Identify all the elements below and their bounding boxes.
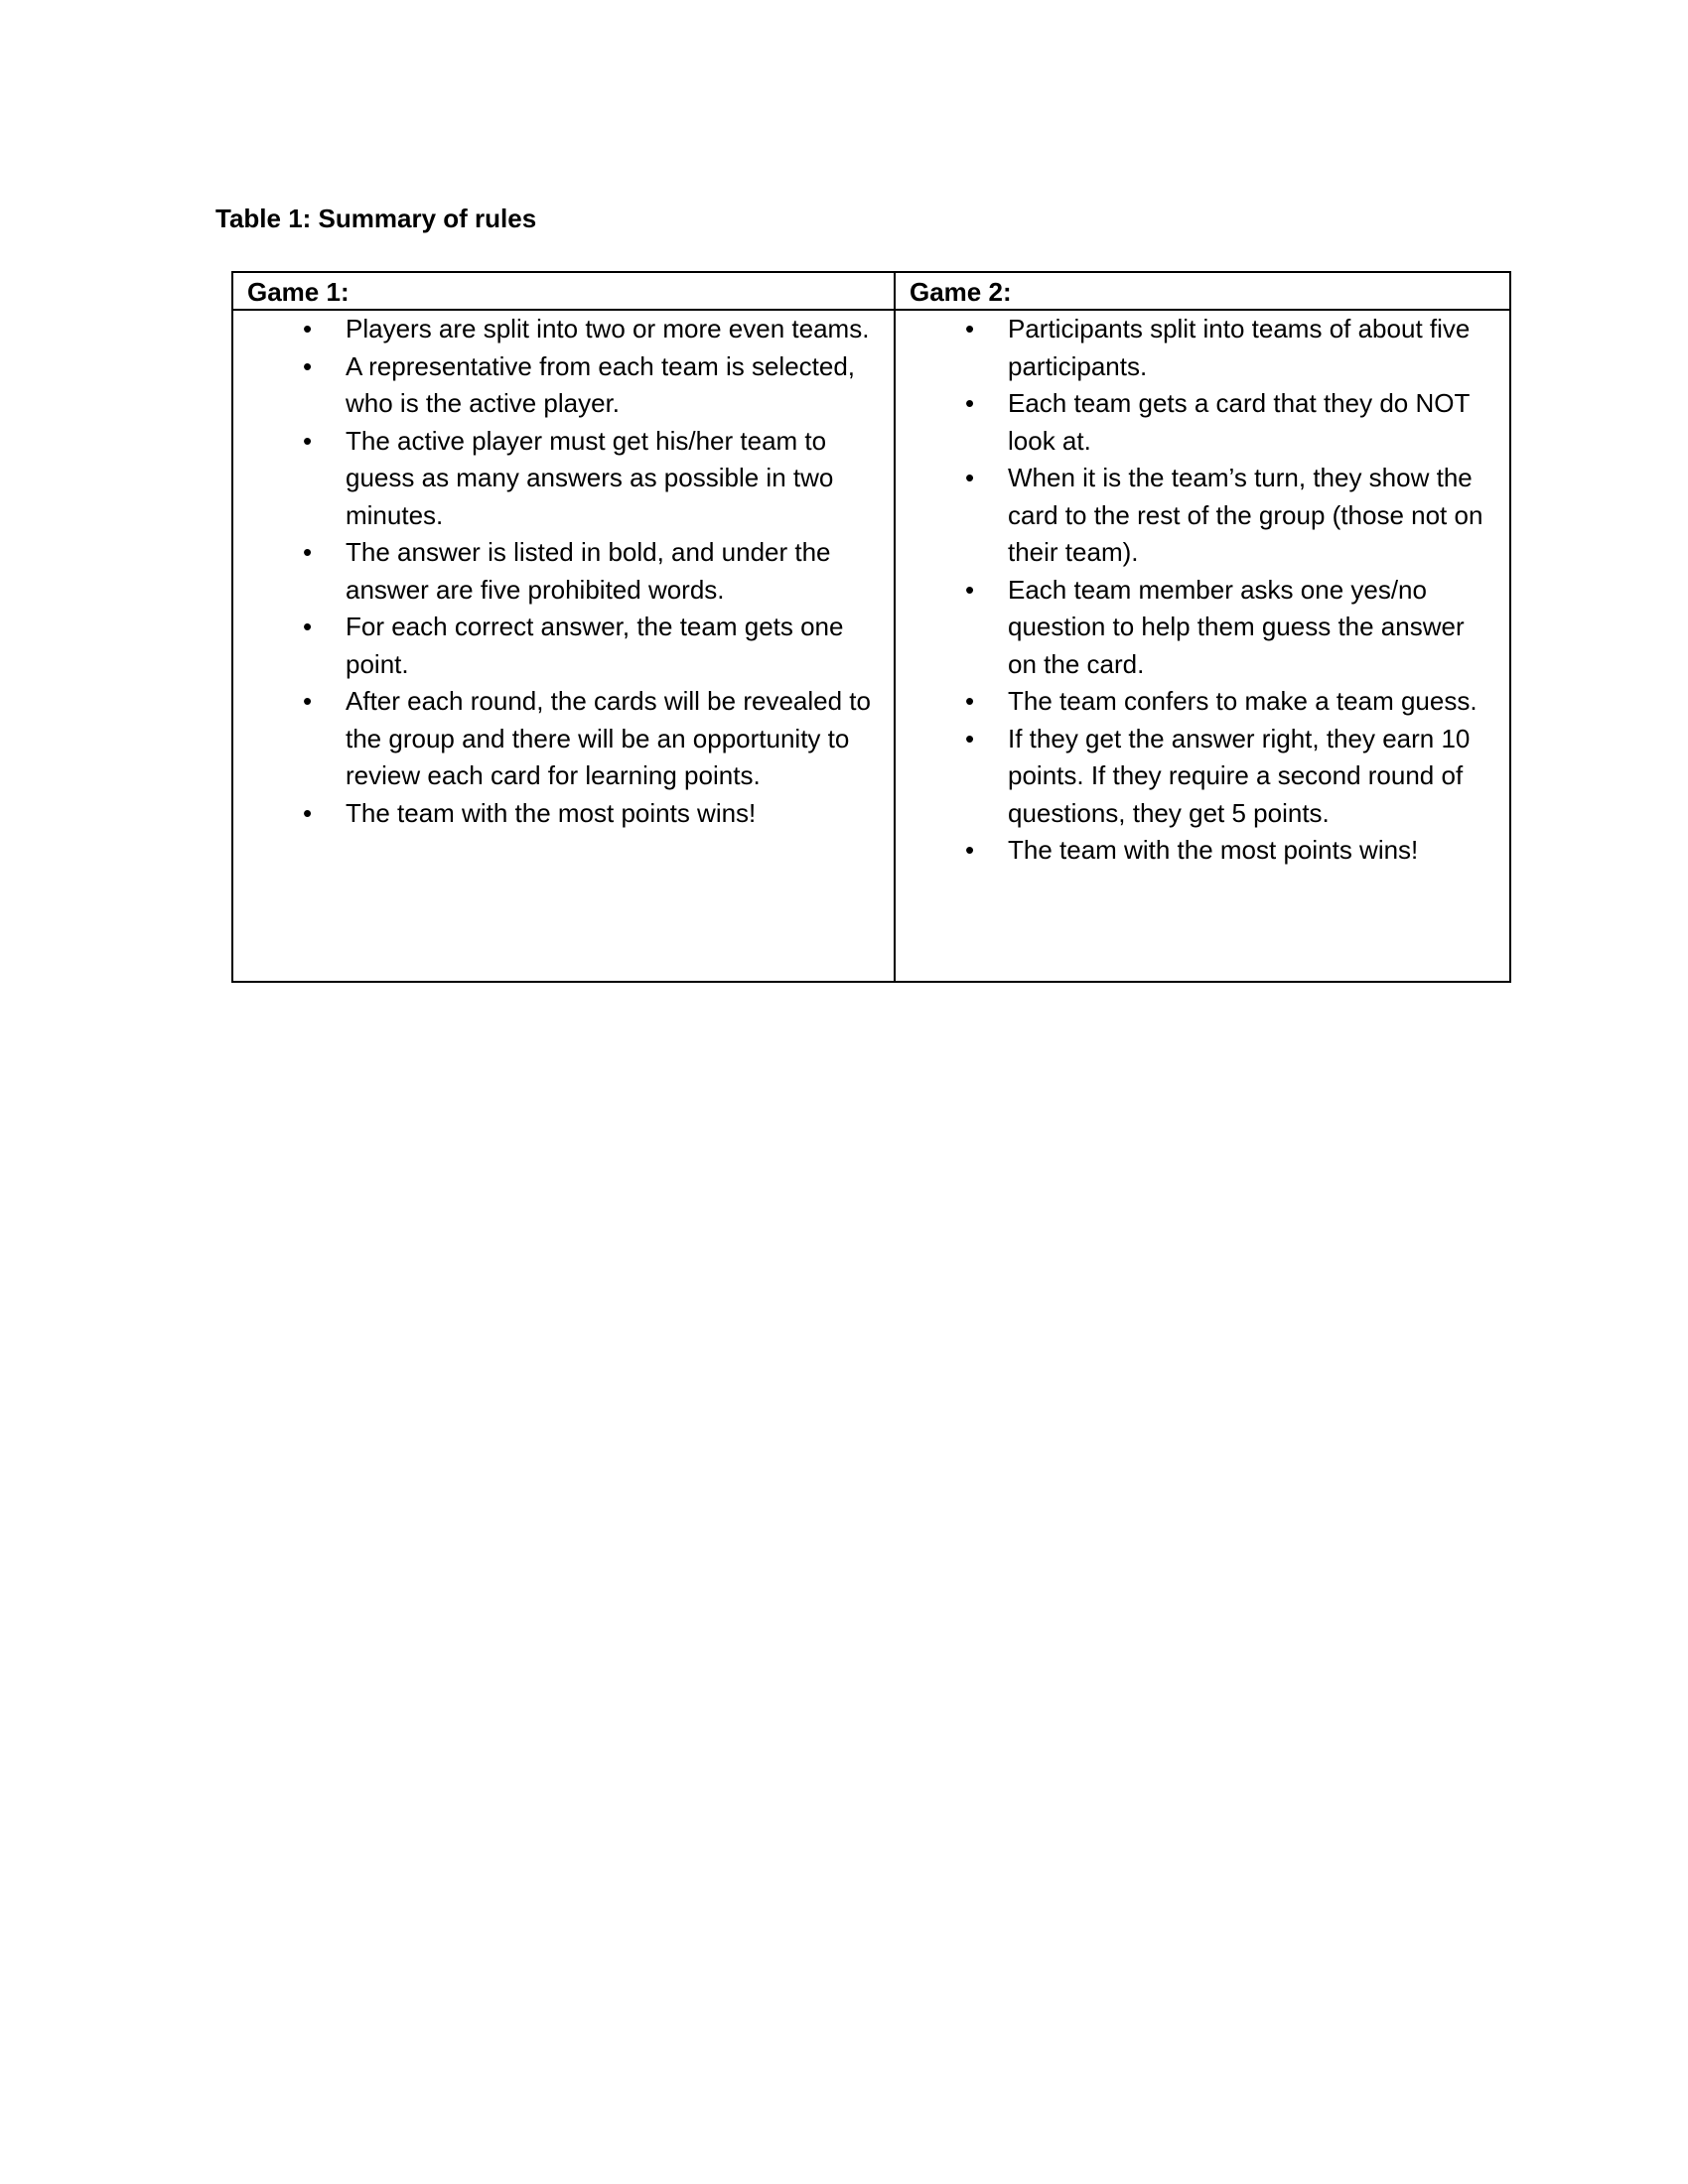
bullet-icon: •: [303, 797, 313, 828]
rules-summary-table: [231, 271, 1511, 983]
rule-text: The team with the most points wins!: [346, 797, 757, 828]
bullet-icon: •: [965, 463, 975, 492]
table-header-row: [232, 272, 1510, 310]
bullet-icon: •: [303, 314, 313, 343]
list-item: [896, 683, 1509, 721]
rule-text: Each team gets a card that they do NOT look at.: [1008, 388, 1470, 456]
list-item: [233, 609, 894, 683]
bullet-icon: •: [303, 425, 313, 456]
game-1-rules-cell: [232, 310, 895, 982]
rule-text: A representative from each team is selected, who is the active player.: [346, 350, 856, 418]
rule-text: Each team member asks one yes/no question to help them guess the answer on the card.: [1008, 574, 1465, 679]
rule-text: The team confers to make a team guess.: [1008, 686, 1477, 716]
bullet-icon: •: [965, 686, 975, 716]
list-item: [233, 795, 894, 833]
list-item: [896, 311, 1509, 385]
bullet-icon: •: [303, 537, 313, 567]
rule-text: The answer is listed in bold, and under the answer are five prohibited words.: [346, 537, 831, 605]
table-caption: Table 1: Summary of rules: [215, 204, 537, 233]
list-item: [896, 385, 1509, 460]
list-item: [233, 423, 894, 535]
list-item: [233, 683, 894, 795]
bullet-icon: •: [303, 612, 313, 641]
list-item: [896, 832, 1509, 870]
rule-text: If they get the answer right, they earn 10 points. If they require a second round of questions, they get 5 points.: [1008, 723, 1471, 828]
bullet-icon: •: [303, 350, 313, 381]
list-item: [896, 460, 1509, 572]
rule-text: Participants split into teams of about five participants.: [1008, 314, 1471, 381]
bullet-icon: •: [965, 723, 975, 753]
bullet-icon: •: [965, 835, 975, 865]
rule-text: When it is the team’s turn, they show the card to the rest of the group (those not on their team).: [1008, 463, 1483, 567]
game-1-rules-list: [233, 311, 894, 832]
rule-text: The team with the most points wins!: [1008, 835, 1419, 865]
list-item: [896, 721, 1509, 833]
rule-text: After each round, the cards will be revealed to the group and there will be an opportunity to review each card for learning points.: [346, 686, 871, 790]
list-item: [233, 348, 894, 423]
rule-text: Players are split into two or more even teams.: [346, 314, 870, 343]
game-2-rules-cell: [895, 310, 1510, 982]
bullet-icon: •: [303, 686, 313, 716]
rule-text: The active player must get his/her team to guess as many answers as possible in two minutes.: [346, 425, 834, 530]
table-body-row: [232, 310, 1510, 982]
game-2-header: Game 2:: [895, 272, 1510, 310]
bullet-icon: •: [965, 574, 975, 605]
list-item: [233, 311, 894, 348]
bullet-icon: •: [965, 388, 975, 418]
list-item: [233, 534, 894, 609]
list-item: [896, 572, 1509, 684]
game-2-rules-list: [896, 311, 1509, 870]
rule-text: For each correct answer, the team gets one point.: [346, 612, 844, 679]
bullet-icon: •: [965, 314, 975, 343]
game-1-header: Game 1:: [232, 272, 895, 310]
